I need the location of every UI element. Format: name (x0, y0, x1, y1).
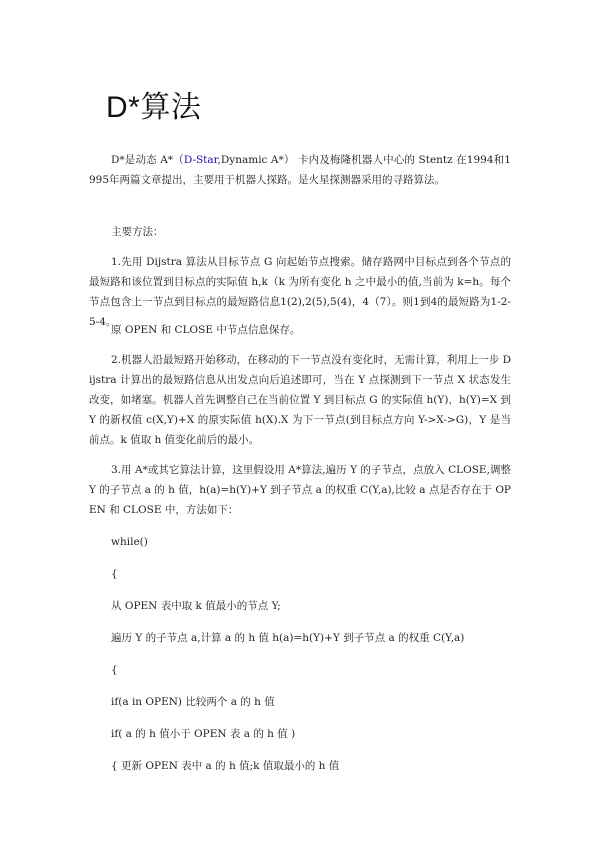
intro-text-end: ,Dynamic A*） 卡内及梅隆机器人中心的 Stentz 在1994和1995年两篇文章提出，主要用于机器人探路。是火星探测器采用的寻路算法。 (89, 154, 511, 186)
d-star-link[interactable]: D-Star (183, 154, 218, 166)
step-1-note: 原 OPEN 和 CLOSE 中节点信息保存。 (111, 324, 301, 336)
step-3-paragraph: 3.用 A*或其它算法计算，这里假设用 A*算法,遍历 Y 的子节点，点放入 CLOSE,调整 Y 的子节点 a 的 h 值，h(a)=h(Y)+Y 到子节点 a 的权重 C(Y,a),比较 a 点是否存在于 OPEN 和 CLOSE 中，方法如下： (89, 464, 511, 516)
intro-text-start: D*是动态 A*（ (111, 154, 184, 166)
code-line: { (111, 568, 118, 580)
step-1-paragraph: 1.先用 Dijstra 算法从目标节点 G 向起始节点搜索。储存路网中目标点到各个节点的最短路和该位置到目标点的实际值 h,k（k 为所有变化 h 之中最小的值,当前为 k=h。每个节点包含上一节点到目标点的最短路信息1(2),2(5),5(4)，4（7）。则1到4的最短路为1-2-5-4。 (89, 256, 511, 328)
step-2-paragraph: 2.机器人沿最短路开始移动，在移动的下一节点没有变化时，无需计算，利用上一步 Dijstra 计算出的最短路信息从出发点向后追述即可，当在 Y 点探测到下一节点 X 状态发生改变，如堵塞。机器人首先调整自己在当前位置 Y 到目标点 G 的实际值 h(Y)，h(Y)=X 到 Y 的新权值 c(X,Y)+X 的原实际值 h(X).X 为下一节点(到目标点方向 Y->X->G)，Y 是当前点。k 值取 h 值变化前后的最小。 (89, 354, 511, 446)
code-line: { 更新 OPEN 表中 a 的 h 值;k 值取最小的 h 值 (111, 760, 340, 772)
intro-paragraph (89, 150, 511, 190)
code-line: while() (111, 536, 148, 548)
code-line: 从 OPEN 表中取 k 值最小的节点 Y; (111, 600, 281, 612)
code-line: { (111, 664, 118, 676)
code-line: 遍历 Y 的子节点 a,计算 a 的 h 值 h(a)=h(Y)+Y 到子节点 a 的权重 C(Y,a) (111, 632, 465, 644)
code-line: if(a in OPEN) 比较两个 a 的 h 值 (111, 696, 275, 708)
code-line: if( a 的 h 值小于 OPEN 表 a 的 h 值 ) (111, 728, 296, 740)
document-title: D*算法 (106, 91, 202, 124)
methods-heading: 主要方法： (111, 226, 164, 238)
